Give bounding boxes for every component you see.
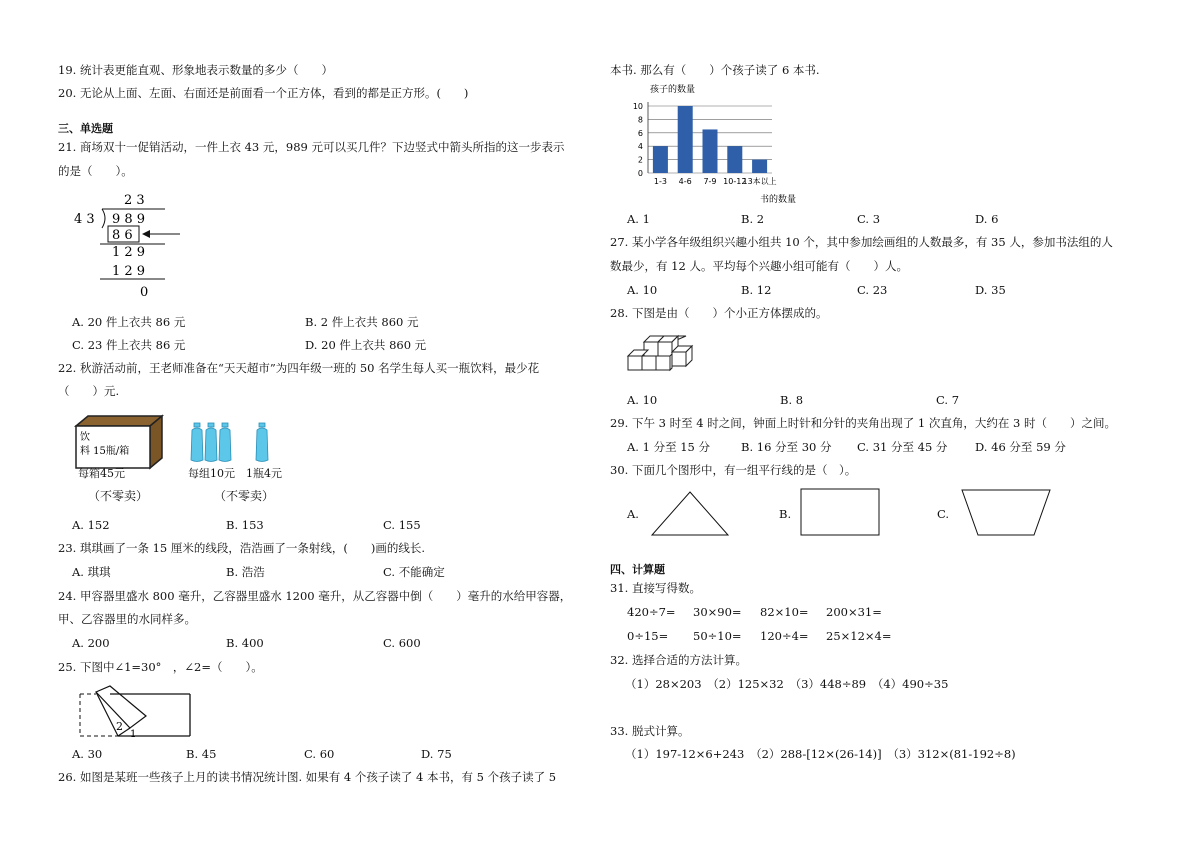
q21-text-line2: 的是（ ）。 — [58, 164, 133, 178]
q28-option-b[interactable]: B. 8 — [780, 393, 804, 407]
q25-option-d[interactable]: D. 75 — [421, 747, 452, 761]
q23-option-b[interactable]: B. 浩浩 — [226, 565, 265, 579]
q31-item: 120÷4= — [760, 629, 809, 643]
q31-item: 420÷7= — [627, 605, 676, 619]
chart-xtick-label: 10-12 — [723, 177, 747, 186]
q22-option-a[interactable]: A. 152 — [72, 518, 110, 532]
q30-label-a[interactable]: A. — [627, 507, 639, 521]
chart-bar — [703, 129, 718, 173]
chart-xtick-label: 1-3 — [653, 177, 667, 186]
q33-text: 33. 脱式计算。 — [610, 724, 690, 738]
chart-ylabel: 孩子的数量 — [650, 85, 696, 95]
chart-ytick-label: 4 — [637, 142, 643, 152]
box-note: （不零卖） — [88, 489, 149, 503]
reading-bar-chart — [620, 82, 810, 204]
rectangle-shape[interactable] — [800, 488, 882, 538]
q27-text-line1: 27. 某小学各年级组织兴趣小组共 10 个，其中参加绘画组的人数最多，有 35 人，参加书法组的人 — [610, 235, 1113, 249]
q25-option-b[interactable]: B. 45 — [186, 747, 217, 761]
q24-text-line2: 甲、乙容器里的水同样多。 — [58, 612, 196, 626]
q26-option-d[interactable]: D. 6 — [975, 212, 999, 226]
angle-2-label: 2 — [116, 720, 123, 733]
q21-option-a[interactable]: A. 20 件上衣共 86 元 — [72, 315, 186, 329]
q20-text: 20. 无论从上面、左面、右面还是前面看一个正方体，看到的都是正方形。( ) — [58, 86, 469, 100]
bottles-figure — [188, 422, 278, 464]
quotient: 2 3 — [124, 193, 145, 208]
q23-option-a[interactable]: A. 琪琪 — [72, 565, 111, 579]
bottles-note: （不零卖） — [214, 489, 275, 503]
divisor: 4 3 — [74, 212, 95, 227]
q27-option-a[interactable]: A. 10 — [627, 283, 658, 297]
q21-option-b[interactable]: B. 2 件上衣共 860 元 — [305, 315, 419, 329]
box-price: 每箱45元 — [78, 467, 125, 480]
chart-ytick-label: 0 — [637, 169, 643, 178]
q25-text: 25. 下图中∠1=30° ，∠2=（ ）。 — [58, 660, 263, 674]
q29-option-d[interactable]: D. 46 分至 59 分 — [975, 440, 1066, 454]
remainder: 0 — [140, 285, 149, 300]
q24-option-c[interactable]: C. 600 — [383, 636, 421, 650]
section-4-heading: 四、计算题 — [610, 563, 665, 576]
q31-item: 0÷15= — [627, 629, 669, 643]
chart-ytick-label: 8 — [637, 115, 643, 125]
q25-option-a[interactable]: A. 30 — [72, 747, 103, 761]
q23-text: 23. 琪琪画了一条 15 厘米的线段，浩浩画了一条射线，( )画的线长. — [58, 541, 426, 555]
q24-text-line1: 24. 甲容器里盛水 800 毫升，乙容器里盛水 1200 毫升，从乙容器中倒（ ）毫升的水给甲容器， — [58, 589, 572, 603]
q32-text: 32. 选择合适的方法计算。 — [610, 653, 747, 667]
chart-bar — [678, 106, 693, 173]
q31-text: 31. 直接写得数。 — [610, 581, 701, 595]
chart-bar — [752, 160, 767, 173]
q32-items: （1）28×203 （2）125×32 （3）448÷89 （4）490÷35 — [625, 677, 949, 691]
chart-xlabel: 书的数量 — [760, 195, 797, 205]
chart-xtick-label: 4-6 — [678, 177, 692, 186]
q26-option-a[interactable]: A. 1 — [627, 212, 650, 226]
chart-ytick-label: 6 — [637, 128, 643, 138]
q26-text: 26. 如图是某班一些孩子上月的读书情况统计图. 如果有 4 个孩子读了 4 本书，有 5 个孩子读了 5 — [58, 770, 557, 784]
trapezoid-shape[interactable] — [960, 488, 1052, 538]
angle-1-label: 1 — [130, 729, 137, 740]
q25-option-c[interactable]: C. 60 — [304, 747, 335, 761]
box-label-1: 饮 — [80, 432, 90, 443]
q24-option-b[interactable]: B. 400 — [226, 636, 264, 650]
chart-xtick-label: 13本以上 — [742, 177, 777, 186]
q28-text: 28. 下图是由（ ）个小正方体摆成的。 — [610, 306, 828, 320]
single-price: 1瓶4元 — [246, 467, 282, 480]
q22-option-c[interactable]: C. 155 — [383, 518, 421, 532]
q27-option-b[interactable]: B. 12 — [741, 283, 772, 297]
q27-option-c[interactable]: C. 23 — [857, 283, 888, 297]
q30-label-c[interactable]: C. — [937, 507, 950, 521]
folded-rectangle-figure — [78, 684, 196, 740]
q29-option-c[interactable]: C. 31 分至 45 分 — [857, 440, 948, 454]
q31-item: 50÷10= — [693, 629, 742, 643]
q24-option-a[interactable]: A. 200 — [72, 636, 110, 650]
triangle-shape[interactable] — [650, 490, 730, 538]
q27-text-line2: 数最少，有 12 人。平均每个兴趣小组可能有（ ）人。 — [610, 259, 908, 273]
q30-text: 30. 下面几个图形中，有一组平行线的是（ ）。 — [610, 463, 857, 477]
q21-option-d[interactable]: D. 20 件上衣共 860 元 — [305, 338, 427, 352]
q22-text-line2: （ ）元. — [58, 384, 120, 398]
chart-xtick-label: 7-9 — [703, 177, 717, 186]
q33-items: （1）197-12×6+243 （2）288-[12×(26-14)] （3）312×(81-192÷8) — [625, 747, 1016, 761]
q21-text-line1: 21. 商场双十一促销活动，一件上衣 43 元，989 元可以买几件？下边竖式中箭头所指的这一步表示 — [58, 140, 565, 154]
chart-ytick-label: 10 — [632, 102, 643, 111]
q26-option-c[interactable]: C. 3 — [857, 212, 881, 226]
group-price: 每组10元 — [188, 467, 235, 480]
q27-option-d[interactable]: D. 35 — [975, 283, 1006, 297]
chart-bar — [653, 146, 668, 173]
arrow-icon — [142, 230, 150, 238]
q29-option-b[interactable]: B. 16 分至 30 分 — [741, 440, 832, 454]
q23-option-c[interactable]: C. 不能确定 — [383, 565, 445, 579]
q28-option-c[interactable]: C. 7 — [936, 393, 960, 407]
long-division-figure — [70, 188, 190, 303]
q22-option-b[interactable]: B. 153 — [226, 518, 264, 532]
q31-item: 82×10= — [760, 605, 809, 619]
q31-item: 25×12×4= — [826, 629, 892, 643]
step-86: 8 6 — [112, 228, 133, 243]
q26-option-b[interactable]: B. 2 — [741, 212, 765, 226]
q26-text-cont: 本书. 那么有（ ）个孩子读了 6 本书. — [610, 63, 820, 77]
q22-text-line1: 22. 秋游活动前，王老师准备在“天天超市”为四年级一班的 50 名学生每人买一瓶饮料，最少花 — [58, 361, 540, 375]
q31-item: 30×90= — [693, 605, 742, 619]
chart-bar — [727, 146, 742, 173]
dividend: 9 8 9 — [112, 212, 146, 227]
step-129-b: 1 2 9 — [112, 264, 146, 279]
q31-item: 200×31= — [826, 605, 882, 619]
step-129: 1 2 9 — [112, 245, 146, 260]
q19-text: 19. 统计表更能直观、形象地表示数量的多少（ ） — [58, 63, 333, 77]
q28-option-a[interactable]: A. 10 — [627, 393, 658, 407]
section-3-heading: 三、单选题 — [58, 122, 113, 135]
chart-ytick-label: 2 — [637, 155, 643, 165]
q29-text: 29. 下午 3 时至 4 时之间，钟面上时针和分针的夹角出现了 1 次直角，大约在 3 时（ ）之间。 — [610, 416, 1116, 430]
box-label-2: 料 15瓶/箱 — [80, 446, 130, 457]
cubes-figure — [626, 330, 692, 380]
q21-option-c[interactable]: C. 23 件上衣共 86 元 — [72, 338, 186, 352]
q30-label-b[interactable]: B. — [779, 507, 792, 521]
q29-option-a[interactable]: A. 1 分至 15 分 — [627, 440, 711, 454]
